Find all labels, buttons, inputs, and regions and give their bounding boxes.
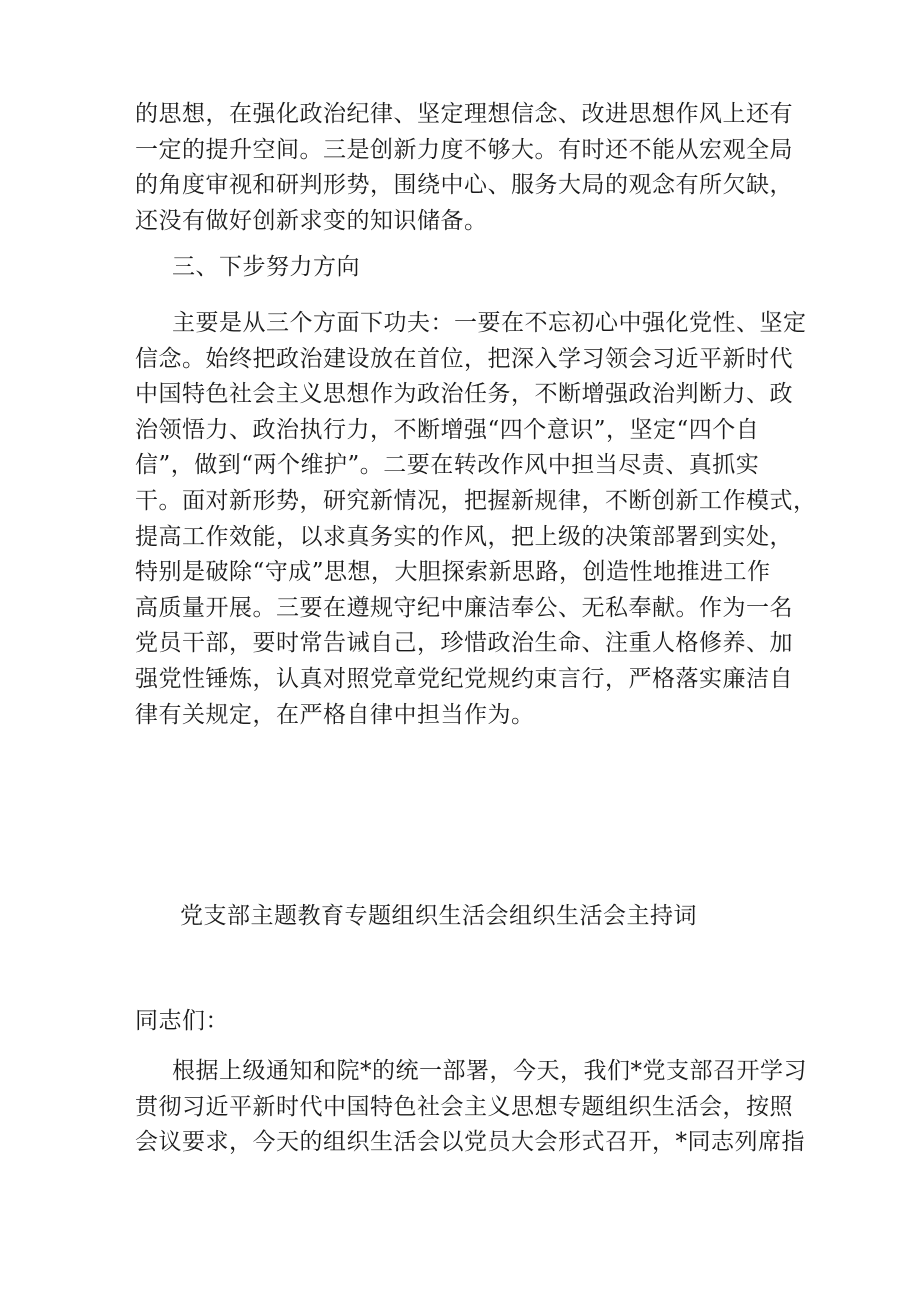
text-line: 特别是破除“守成”思想，大胆探索新思路，创造性地推进工作	[135, 559, 771, 586]
salutation	[135, 1004, 825, 1040]
text-line: 主要是从三个方面下功夫：一要在不忘初心中强化党性、坚定	[172, 310, 807, 336]
salutation-text: 同志们：	[135, 1008, 229, 1034]
section-heading	[172, 250, 862, 286]
document-title-text: 党支部主题教育专题组织生活会组织生活会主持词	[180, 903, 697, 929]
text-line: 干。面对新形势，研究新情况，把握新规律，不断创新工作模式，	[135, 487, 817, 514]
document-title	[180, 899, 870, 935]
text-line: 贯彻习近平新时代中国特色社会主义思想专题组织生活会，按照	[135, 1093, 793, 1120]
text-line: 信”，做到“两个维护”。二要在转改作风中担当尽责、真抓实	[135, 452, 760, 479]
paragraph-direction	[135, 306, 825, 733]
text-line: 的思想，在强化政治纪律、坚定理想信念、改进思想作风上还有	[135, 101, 793, 127]
text-line: 强党性锤炼，认真对照党章党纪党规约束言行，严格落实廉洁自	[135, 665, 793, 692]
text-line: 律有关规定，在严格自律中担当作为。	[135, 701, 535, 728]
paragraph-reflection	[135, 97, 825, 239]
text-line: 提高工作效能，以求真务实的作风，把上级的决策部署到实处，	[135, 523, 793, 550]
text-line: 一定的提升空间。三是创新力度不够大。有时还不能从宏观全局	[135, 136, 793, 163]
section-heading-text: 三、下步努力方向	[172, 254, 360, 280]
text-line: 根据上级通知和院*的统一部署，今天，我们*党支部召开学习	[172, 1058, 807, 1084]
text-line: 还没有做好创新求变的知识储备。	[135, 207, 488, 234]
text-line: 会议要求，今天的组织生活会以党员大会形式召开，*同志列席指	[135, 1129, 805, 1156]
text-line: 的角度审视和研判形势，围绕中心、服务大局的观念有所欠缺，	[135, 172, 793, 199]
paragraph-opening	[135, 1054, 825, 1161]
text-line: 党员干部，要时常告诫自己，珍惜政治生命、注重人格修养、加	[135, 630, 793, 657]
text-line: 中国特色社会主义思想作为政治任务，不断增强政治判断力、政	[135, 381, 793, 408]
text-line: 信念。始终把政治建设放在首位，把深入学习领会习近平新时代	[135, 345, 793, 372]
text-line: 高质量开展。三要在遵规守纪中廉洁奉公、无私奉献。作为一名	[135, 594, 793, 621]
text-line: 治领悟力、政治执行力，不断增强“四个意识”，坚定“四个自	[135, 416, 760, 443]
